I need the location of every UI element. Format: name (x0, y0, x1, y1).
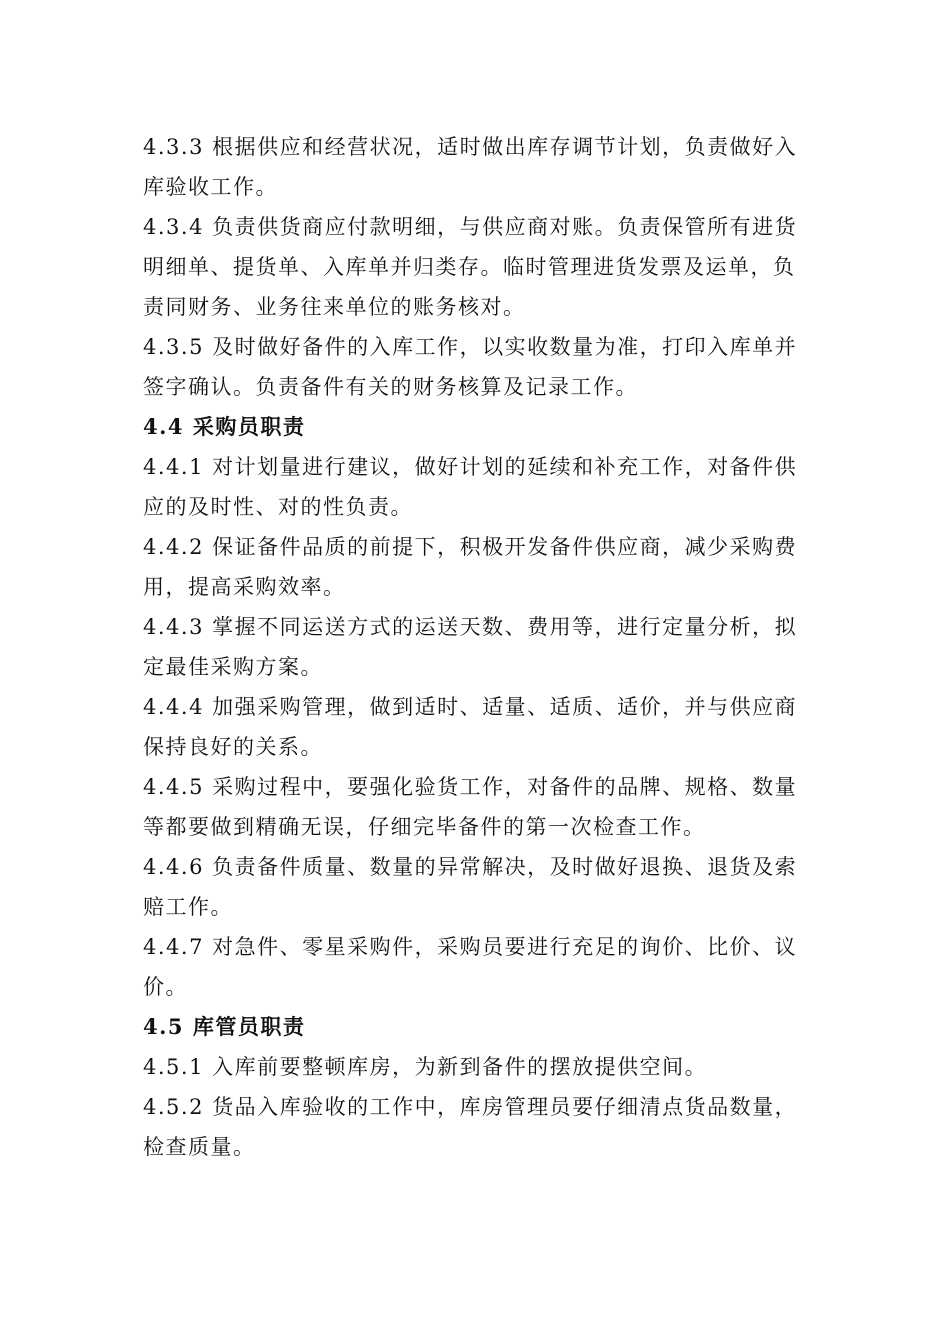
clause-4-4-7-line-2: 价。 (143, 975, 188, 999)
clause-4-3-3-line-2: 库验收工作。 (143, 175, 278, 199)
clause-4-5-2-line-2: 检查质量。 (143, 1135, 256, 1159)
clause-4-3-4-line-2: 明细单、提货单、入库单并归类存。临时管理进货发票及运单，负 (143, 255, 796, 279)
clause-4-4-1-line-2: 应的及时性、对的性负责。 (143, 495, 413, 519)
clause-4-4-7-line-1: 4.4.7 对急件、零星采购件，采购员要进行充足的询价、比价、议 (143, 935, 798, 959)
clause-4-4-2-line-1: 4.4.2 保证备件品质的前提下，积极开发备件供应商，减少采购费 (143, 535, 798, 559)
clause-4-4-6-line-1: 4.4.6 负责备件质量、数量的异常解决，及时做好退换、退货及索 (143, 855, 798, 879)
clause-4-3-3-line-1: 4.3.3 根据供应和经营状况，适时做出库存调节计划，负责做好入 (143, 135, 798, 159)
section-heading-4-4: 4.4 采购员职责 (143, 414, 306, 439)
clause-4-4-5-line-2: 等都要做到精确无误，仔细完毕备件的第一次检查工作。 (143, 815, 706, 839)
clause-4-4-5-line-1: 4.4.5 采购过程中，要强化验货工作，对备件的品牌、规格、数量 (143, 775, 798, 799)
clause-4-4-1-line-1: 4.4.1 对计划量进行建议，做好计划的延续和补充工作，对备件供 (143, 455, 798, 479)
clause-4-3-4-line-1: 4.3.4 负责供货商应付款明细，与供应商对账。负责保管所有进货 (143, 215, 798, 239)
clause-4-5-1-line-1: 4.5.1 入库前要整顿库房，为新到备件的摆放提供空间。 (143, 1055, 708, 1079)
clause-4-3-5-line-1: 4.3.5 及时做好备件的入库工作，以实收数量为准，打印入库单并 (143, 335, 798, 359)
clause-4-4-6-line-2: 赔工作。 (143, 895, 233, 919)
clause-4-4-2-line-2: 用，提高采购效率。 (143, 575, 346, 599)
clause-4-4-3-line-2: 定最佳采购方案。 (143, 655, 323, 679)
clause-4-4-4-line-2: 保持良好的关系。 (143, 735, 323, 759)
clause-4-3-4-line-3: 责同财务、业务往来单位的账务核对。 (143, 295, 526, 319)
clause-4-3-5-line-2: 签字确认。负责备件有关的财务核算及记录工作。 (143, 375, 638, 399)
clause-4-5-2-line-1: 4.5.2 货品入库验收的工作中，库房管理员要仔细清点货品数量， (143, 1095, 798, 1119)
clause-4-4-3-line-1: 4.4.3 掌握不同运送方式的运送天数、费用等，进行定量分析，拟 (143, 615, 798, 639)
clause-4-4-4-line-1: 4.4.4 加强采购管理，做到适时、适量、适质、适价，并与供应商 (143, 695, 798, 719)
section-heading-4-5: 4.5 库管员职责 (143, 1014, 306, 1039)
